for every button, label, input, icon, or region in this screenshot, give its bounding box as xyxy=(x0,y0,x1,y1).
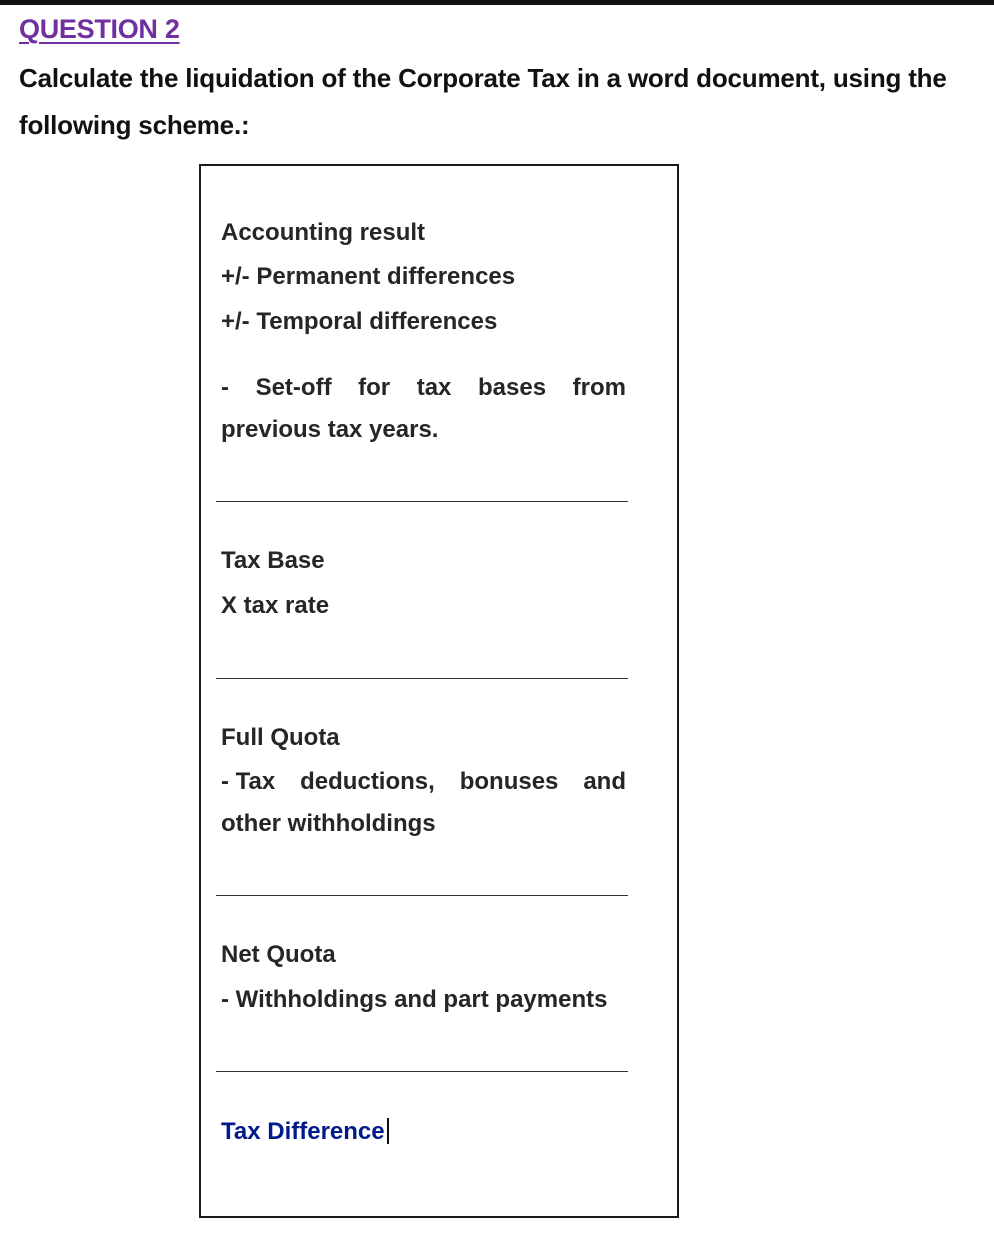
permanent-differences-label: +/- Permanent differences xyxy=(221,263,516,290)
question-instructions: Calculate the liquidation of the Corporate Tax in a word document, using the following scheme.: xyxy=(19,63,947,140)
section-divider xyxy=(216,501,628,502)
setoff-word: Set-off xyxy=(255,374,332,401)
deductions-word: bonuses xyxy=(459,768,559,795)
deductions-word: deductions, xyxy=(300,768,435,795)
net-quota-label: Net Quota xyxy=(221,941,336,968)
setoff-word: tax xyxy=(416,374,452,401)
tax-scheme-box xyxy=(199,164,679,1218)
tax-rate-label: X tax rate xyxy=(221,592,330,619)
tax-base-label: Tax Base xyxy=(221,547,325,574)
deductions-word: - Tax xyxy=(221,768,276,795)
tax-difference-line[interactable] xyxy=(221,1118,389,1146)
setoff-line xyxy=(221,374,626,402)
deductions-line xyxy=(221,768,626,796)
question-title: QUESTION 2 xyxy=(19,14,180,44)
accounting-result-label: Accounting result xyxy=(221,219,426,246)
section-divider xyxy=(216,1071,628,1072)
full-quota-label: Full Quota xyxy=(221,724,340,751)
withholdings-label: - Withholdings and part payments xyxy=(221,986,608,1013)
setoff-word: - xyxy=(221,374,229,401)
text-cursor xyxy=(387,1118,389,1144)
temporal-differences-label: +/- Temporal differences xyxy=(221,308,498,335)
setoff-word: bases xyxy=(477,374,547,401)
deductions-word: and xyxy=(583,768,626,795)
tax-difference-label: Tax Difference xyxy=(221,1118,385,1145)
deductions-continued-label: other withholdings xyxy=(221,810,436,837)
setoff-word: from xyxy=(572,374,626,401)
top-border-rule xyxy=(0,0,994,5)
section-divider xyxy=(216,895,628,896)
setoff-continued-label: previous tax years. xyxy=(221,416,439,443)
section-divider xyxy=(216,678,628,679)
setoff-word: for xyxy=(358,374,391,401)
